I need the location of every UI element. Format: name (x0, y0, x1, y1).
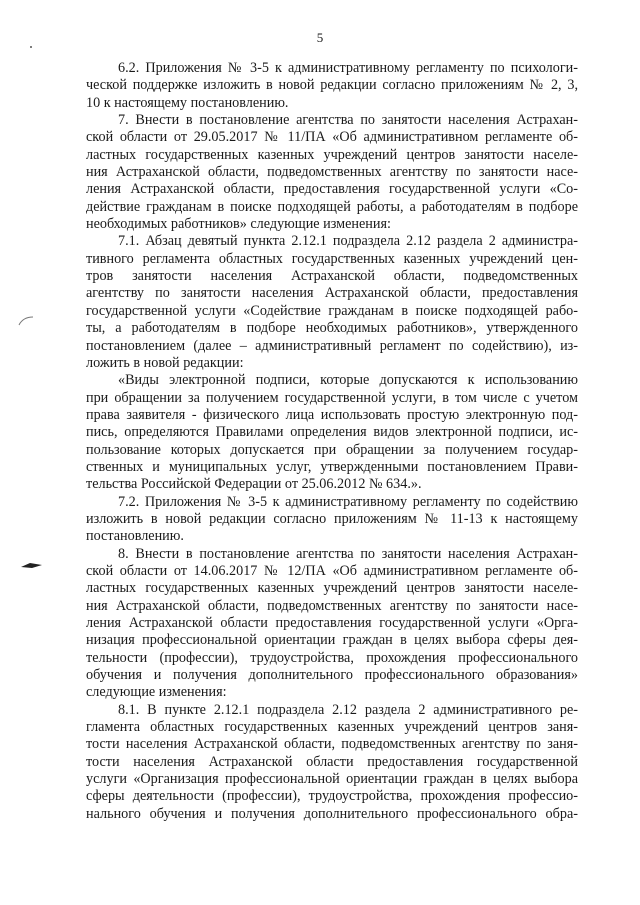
text-line: 7. Внести в постановление агентства по занятости населения Астрахан- (118, 112, 578, 129)
text-line: 7.2. Приложения № 3-5 к административному регламенту по содействию (118, 493, 578, 510)
text-line: 8. Внести в постановление агентства по занятости населения Астрахан- (118, 545, 578, 562)
text-line: 10 к настоящему постановлению. (86, 94, 289, 111)
text-line: ния Астраханской области, подведомственных агентству по занятости насе- (86, 597, 578, 614)
text-line: сферы деятельности (профессии), трудоустройства, прохождения профессио- (86, 788, 578, 805)
text-line: ложить в новой редакции: (86, 354, 244, 371)
scan-smudge-icon (20, 560, 44, 570)
text-line: ластных государственных казенных учреждений центров занятости населе- (86, 146, 578, 163)
document-body (86, 60, 578, 823)
text-line: обучения и получения дополнительного профессионального образования» (86, 667, 578, 684)
text-line: низация профессиональной ориентации граждан в целях выбора сферы дея- (86, 632, 578, 649)
text-line: тости населения Астраханской области предоставления государственной (86, 753, 578, 770)
text-line: тельности (профессии), трудоустройства, прохождения профессионального (86, 649, 578, 666)
page-number: 5 (316, 30, 324, 45)
text-line: изложить в новой редакции согласно приложениям № 11-13 к настоящему (86, 510, 578, 527)
text-line: права заявителя - физического лица использовать простую электронную под- (86, 406, 578, 423)
text-line: нального обучения и получения дополнительного профессионального обра- (86, 805, 578, 822)
text-line: 7.1. Абзац девятый пункта 2.12.1 подраздела 2.12 раздела 2 администра- (118, 233, 578, 250)
text-line: ления Астраханской области предоставления государственной услуги «Орга- (86, 615, 578, 631)
text-line: государственной услуги «Содействие гражданам в поиске подходящей рабо- (86, 302, 578, 319)
text-line: ления Астраханской области, предоставления государственной услуги «Со- (86, 181, 578, 198)
text-line: агентству по занятости населения Астраханской области, предоставления (86, 285, 578, 302)
text-line: ты, а работодателям в подборе необходимых работников», утвержденного (86, 320, 578, 337)
scan-mark-icon (18, 316, 34, 326)
text-line: ской области от 14.06.2017 № 12/ПА «Об административном регламенте об- (86, 562, 578, 579)
text-line: постановлению. (86, 528, 184, 545)
text-line: ческой поддержке изложить в новой редакции согласно приложениям № 2, 3, (86, 77, 578, 94)
text-line: 6.2. Приложения № 3-5 к административному регламенту по психологи- (118, 60, 578, 76)
text-line: «Виды электронной подписи, которые допускаются к использованию (118, 372, 578, 389)
scan-dot (30, 46, 32, 48)
text-line: пись, определяются Правилами определения видов электронной подписи, ис- (86, 424, 578, 441)
text-line: тости населения Астраханской области, подведомственных агентству по заня- (86, 736, 578, 753)
text-line: необходимых работников» следующие изменения: (86, 216, 391, 233)
text-line: гламента областных государственных казенных учреждений центров заня- (86, 719, 578, 736)
text-line: ственных и муниципальных услуг, утвержденными постановлением Прави- (86, 458, 578, 475)
text-line: пользование которых допускается при обращении за получением государ- (86, 441, 578, 458)
text-line: следующие изменения: (86, 684, 227, 701)
text-line: 8.1. В пункте 2.12.1 подраздела 2.12 раздела 2 административного ре- (118, 701, 578, 718)
text-line: при обращении за получением государственной услуги, в том числе с учетом (86, 389, 578, 406)
text-line: тивного регламента областных государственных казенных учреждений цен- (86, 250, 578, 267)
text-line: постановлением (далее – административный регламент по содействию), из- (86, 337, 578, 354)
text-line: ластных государственных казенных учреждений центров занятости населе- (86, 580, 578, 597)
text-line: услуги «Организация профессиональной ориентации граждан в целях выбора (86, 771, 578, 788)
text-line: действие гражданам в поиске подходящей работы, а работодателям в подборе (86, 198, 578, 215)
text-line: ния Астраханской области, подведомственных агентству по занятости насе- (86, 164, 578, 181)
text-line: тров занятости населения Астраханской области, подведомственных (86, 268, 578, 285)
text-line: тельства Российской Федерации от 25.06.2012 № 634.». (86, 476, 422, 493)
text-line: ской области от 29.05.2017 № 11/ПА «Об административном регламенте об- (86, 129, 578, 146)
